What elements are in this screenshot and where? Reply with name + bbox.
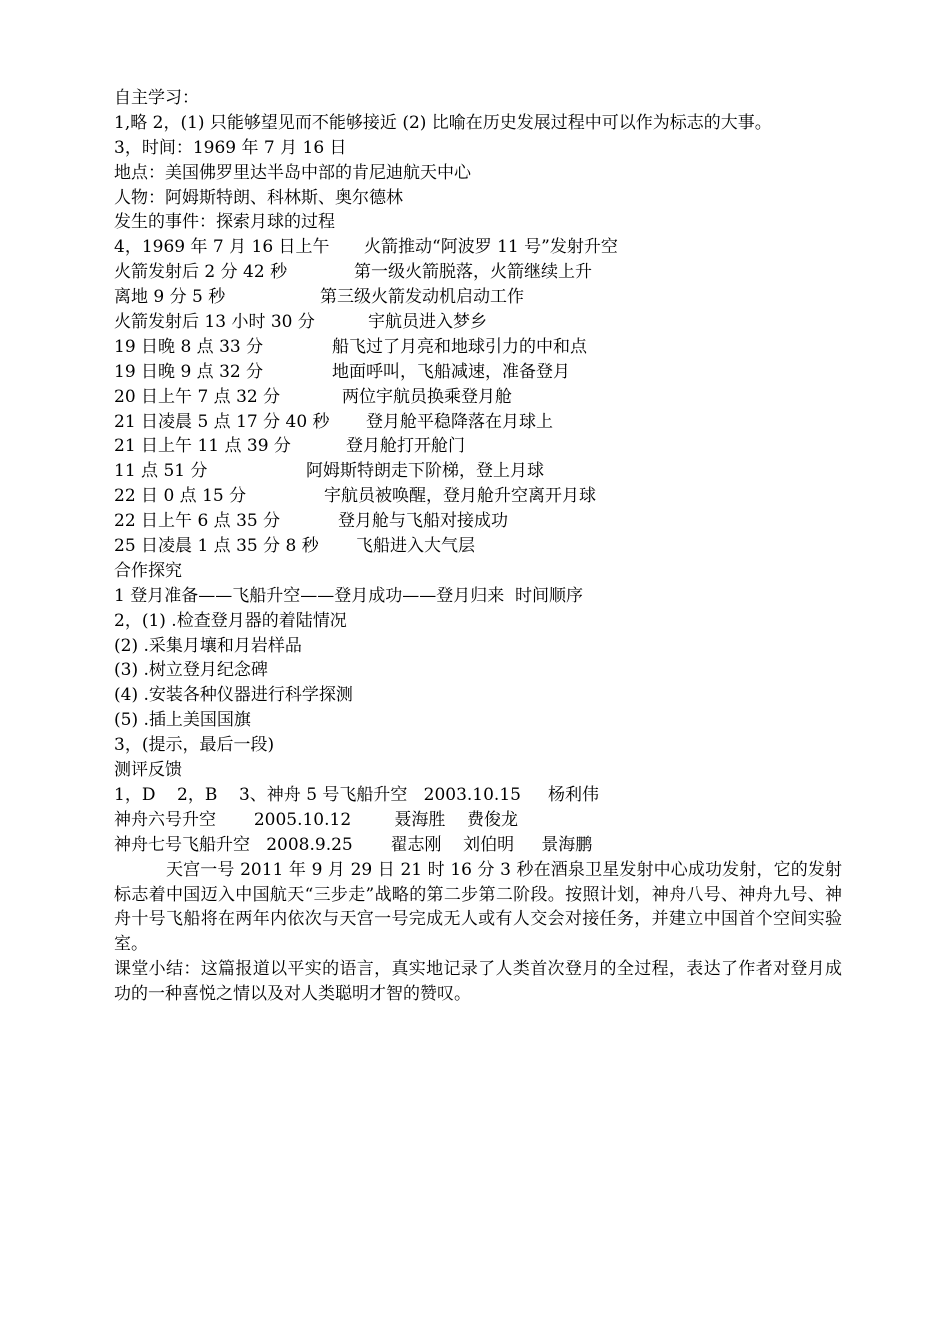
heading-cooperative-inquiry: 合作探究 [114,560,182,581]
answer-3-event: 发生的事件：探索月球的过程 [114,212,335,233]
timeline-row [114,310,842,335]
heading-self-study: 自主学习： [114,88,199,108]
timeline-event: 两位宇航员换乘登月舱 [342,386,512,407]
timeline-time: 19 日晚 8 点 33 分 [114,336,264,357]
assessment-answer-1: 1，D 2，B 3、神舟 5 号飞船升空 2003.10.15 杨利伟 [114,784,599,805]
timeline-time: 19 日晚 9 点 32 分 [114,361,264,382]
answer-3-place: 地点：美国佛罗里达半岛中部的肯尼迪航天中心 [114,162,471,183]
timeline-row [114,410,842,435]
paragraph-tiangong: 天宫一号 2011 年 9 月 29 日 21 时 16 分 3 秒在酒泉卫星发射中心成功发射，它的发射标志着中国迈入中国航天“三步走”战略的第二步第二阶段。按照计划，神舟八号、神舟九号、神舟十号飞船将在两年内依次与天宫一号完成无人或有人交会对接任务，并建立中国首个空间实验室。 [114,859,842,955]
timeline-list [114,235,842,559]
timeline-row [114,285,842,310]
timeline-row [114,534,842,559]
timeline-event: 宇航员被唤醒，登月舱升空离开月球 [324,486,596,507]
timeline-row [114,484,842,509]
timeline-time: 22 日上午 6 点 35 分 [114,511,281,532]
timeline-event: 登月舱打开舱门 [346,436,465,457]
timeline-row [114,459,842,484]
heading-assessment: 测评反馈 [114,760,182,781]
timeline-time: 4，1969 年 7 月 16 日上午 [114,237,330,258]
timeline-time: 20 日上午 7 点 32 分 [114,386,281,407]
timeline-event: 登月舱与飞船对接成功 [338,511,508,532]
timeline-time: 25 日凌晨 1 点 35 分 8 秒 [114,536,319,557]
timeline-row [114,434,842,459]
timeline-time: 21 日上午 11 点 39 分 [114,436,291,457]
timeline-event: 第一级火箭脱落，火箭继续上升 [354,262,592,283]
inquiry-answer-1: 1 登月准备——飞船升空——登月成功——登月归来 时间顺序 [114,585,584,606]
timeline-event: 地面呼叫，飞船减速，准备登月 [332,361,570,382]
timeline-time: 22 日 0 点 15 分 [114,486,247,507]
timeline-time: 21 日凌晨 5 点 17 分 40 秒 [114,411,330,432]
inquiry-answer-2-1: 2，(1) .检查登月器的着陆情况 [114,610,347,631]
answer-3-people: 人物：阿姆斯特朗、科林斯、奥尔德林 [114,187,403,208]
timeline-event: 第三级火箭发动机启动工作 [320,287,524,308]
timeline-time: 火箭发射后 2 分 42 秒 [114,262,288,283]
inquiry-answer-2-2: (2) .采集月壤和月岩样品 [114,635,302,656]
inquiry-answer-2-3: (3) .树立登月纪念碑 [114,660,268,681]
timeline-row [114,509,842,534]
timeline-event: 宇航员进入梦乡 [368,312,487,333]
assessment-shenzhou-7: 神舟七号飞船升空 2008.9.25 翟志刚 刘伯明 景海鹏 [114,834,593,855]
timeline-event: 登月舱平稳降落在月球上 [366,411,553,432]
timeline-row [114,335,842,360]
document-body [114,86,842,1007]
timeline-event: 火箭推动“阿波罗 11 号”发射升空 [364,237,618,258]
inquiry-answer-2-5: (5) .插上美国国旗 [114,710,251,731]
timeline-time: 11 点 51 分 [114,461,208,482]
answer-3-time: 3，时间：1969 年 7 月 16 日 [114,137,347,158]
timeline-time: 离地 9 分 5 秒 [114,287,226,308]
timeline-row [114,385,842,410]
timeline-event: 船飞过了月亮和地球引力的中和点 [332,336,587,357]
timeline-time: 火箭发射后 13 小时 30 分 [114,312,315,333]
timeline-row [114,235,842,260]
inquiry-answer-3: 3，(提示，最后一段) [114,735,275,756]
timeline-row [114,260,842,285]
inquiry-answer-2-4: (4) .安装各种仪器进行科学探测 [114,685,353,706]
timeline-row [114,360,842,385]
timeline-event: 飞船进入大气层 [356,536,475,557]
answer-1-2: 1,略 2，(1) 只能够望见而不能够接近 (2) 比喻在历史发展过程中可以作为标志的大事。 [114,112,772,133]
timeline-event: 阿姆斯特朗走下阶梯，登上月球 [306,461,544,482]
assessment-shenzhou-6: 神舟六号升空 2005.10.12 聂海胜 费俊龙 [114,809,519,830]
paragraph-summary: 课堂小结：这篇报道以平实的语言，真实地记录了人类首次登月的全过程，表达了作者对登月成功的一种喜悦之情以及对人类聪明才智的赞叹。 [114,959,842,1005]
